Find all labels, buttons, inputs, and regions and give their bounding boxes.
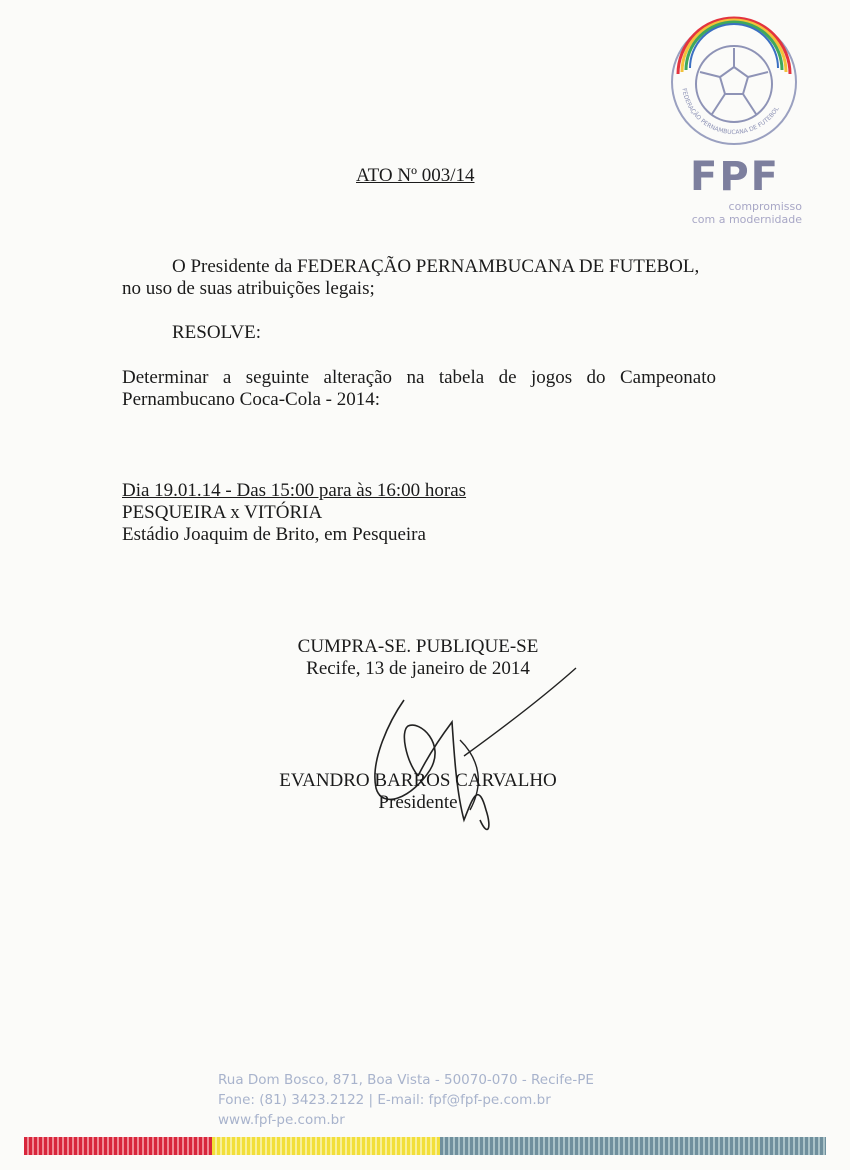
change-date: Dia 19.01.14 - Das 15:00 para às 16:00 horas	[122, 480, 467, 501]
determination-paragraph	[122, 367, 716, 411]
change-venue: Estádio Joaquim de Brito, em Pesqueira	[122, 524, 426, 545]
signer-name: EVANDRO BARROS CARVALHO	[279, 770, 557, 791]
determination-line-1: Determinar a seguinte alteração na tabela de jogos do Campeonato	[122, 367, 716, 388]
footer-color-bar	[24, 1137, 826, 1155]
closing-text: CUMPRA-SE. PUBLIQUE-SE	[297, 636, 539, 657]
logo-wordmark: FPF	[690, 154, 780, 200]
place-date: Recife, 13 de janeiro de 2014	[306, 658, 530, 679]
color-bar-teal	[440, 1137, 826, 1155]
slogan-line: com a modernidade	[691, 213, 802, 226]
soccer-ball-emblem-icon	[664, 12, 804, 152]
determination-line-2: Pernambucano Coca-Cola - 2014:	[122, 389, 381, 410]
signer-title: Presidente	[378, 792, 458, 813]
slogan-line: compromisso	[728, 200, 802, 213]
resolve-heading: RESOLVE:	[172, 322, 262, 343]
footer-website: www.fpf-pe.com.br	[218, 1112, 345, 1128]
intro-line-2: no uso de suas atribuições legais;	[122, 278, 375, 299]
logo-ring-text: FEDERAÇÃO PERNAMBUCANA DE FUTEBOL	[680, 87, 781, 137]
logo-slogan	[668, 200, 802, 226]
fpf-logo	[664, 12, 804, 226]
color-bar-red	[24, 1137, 212, 1155]
footer-address: Rua Dom Bosco, 871, Boa Vista - 50070-070 - Recife-PE	[218, 1072, 594, 1088]
footer-contact: Fone: (81) 3423.2122 | E-mail: fpf@fpf-pe.com.br	[218, 1092, 551, 1108]
intro-line-1: O Presidente da FEDERAÇÃO PERNAMBUCANA DE FUTEBOL,	[172, 256, 700, 277]
change-match: PESQUEIRA x VITÓRIA	[122, 502, 323, 523]
intro-paragraph	[122, 256, 722, 300]
document-title: ATO Nº 003/14	[356, 165, 475, 186]
schedule-change	[122, 480, 466, 546]
signer-block	[200, 770, 636, 814]
letterhead-footer	[218, 1070, 594, 1130]
color-bar-yellow	[212, 1137, 440, 1155]
